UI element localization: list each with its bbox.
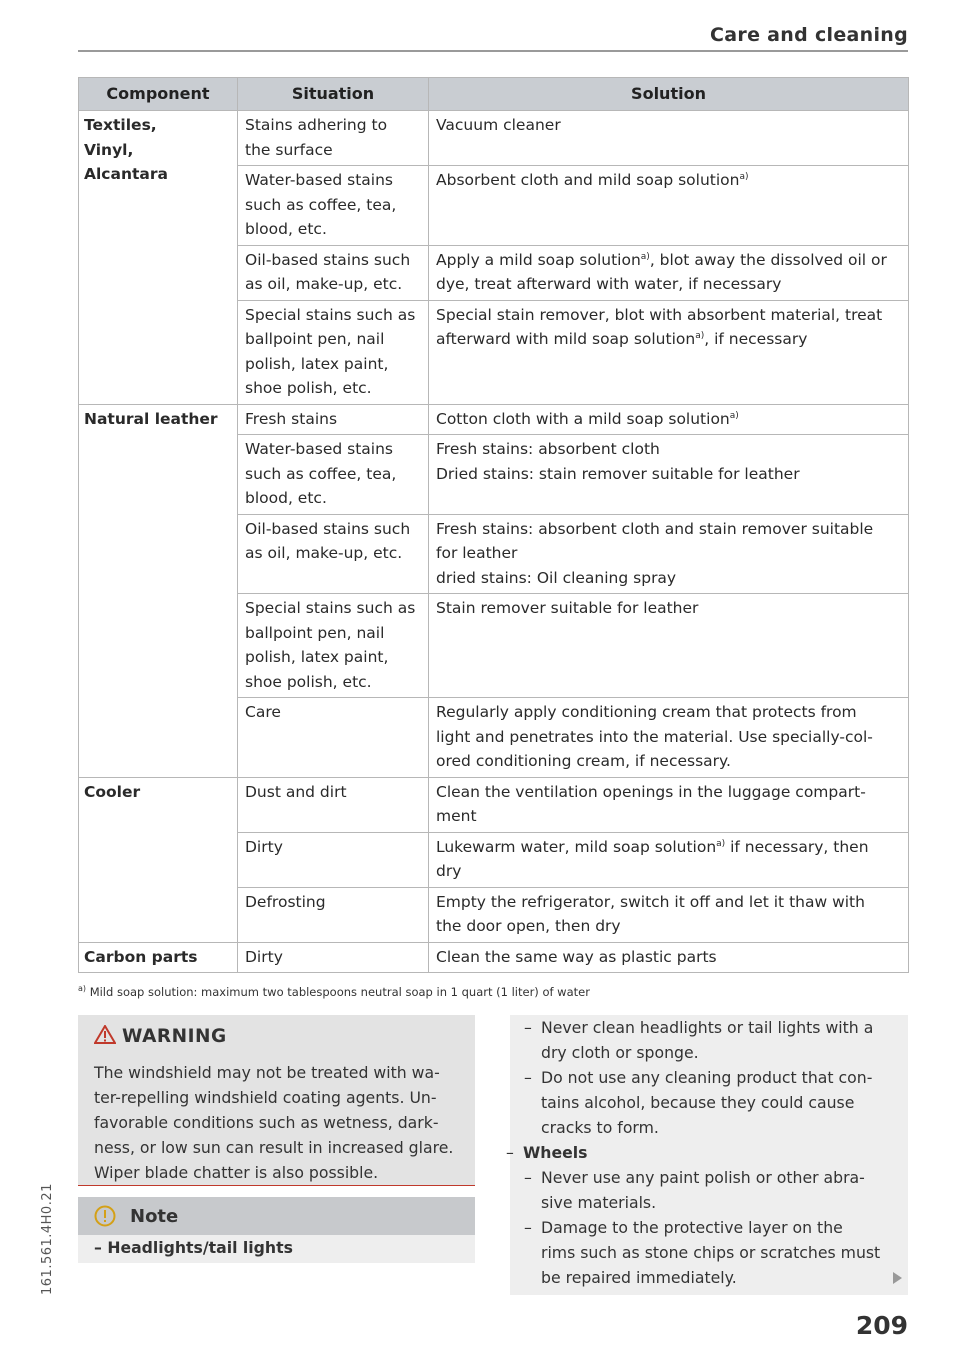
solution-text: , blot away the dissolved oil or dye, treat afterward with water, if necessary bbox=[436, 250, 887, 293]
note-circle-icon bbox=[94, 1205, 116, 1227]
dash: – bbox=[524, 1068, 532, 1087]
footnote-ref: a) bbox=[640, 251, 650, 262]
solution-cell bbox=[429, 166, 909, 246]
header-divider bbox=[78, 50, 908, 52]
situation-cell: Oil-based stains such as oil, make-up, etc. bbox=[238, 514, 429, 594]
page-number: 209 bbox=[855, 1311, 908, 1340]
solution-text: Lukewarm water, mild soap solution bbox=[436, 837, 717, 856]
footnote-ref: a) bbox=[695, 330, 705, 341]
note-item-text: Never clean headlights or tail lights with a dry cloth or sponge. bbox=[541, 1018, 874, 1062]
solution-cell bbox=[429, 887, 909, 942]
solution-text: Fresh stains: absorbent cloth and stain remover suitable for leather dried stains: Oil cleaning spray bbox=[436, 519, 874, 587]
footnote-ref: a) bbox=[729, 410, 739, 421]
note-box bbox=[78, 1197, 475, 1263]
warning-line: Wiper blade chatter is also possible. bbox=[94, 1163, 379, 1182]
solution-cell bbox=[429, 245, 909, 300]
note-item-text: Damage to the protective layer on the rims such as stone chips or scratches must be repaired immediately. bbox=[541, 1218, 881, 1287]
footnote-ref: a) bbox=[716, 838, 726, 849]
component-cell: Cooler bbox=[79, 777, 238, 942]
note-list-item bbox=[524, 1065, 896, 1140]
note-list-item bbox=[524, 1015, 896, 1065]
situation-cell: Water-based stains such as coffee, tea, blood, etc. bbox=[238, 435, 429, 515]
footnote-mark: a) bbox=[78, 984, 87, 994]
solution-cell bbox=[429, 404, 909, 435]
situation-cell: Defrosting bbox=[238, 887, 429, 942]
warning-triangle-icon bbox=[94, 1025, 116, 1044]
dash: – bbox=[94, 1238, 108, 1257]
note-list-item bbox=[524, 1165, 896, 1215]
solution-text: Absorbent cloth and mild soap solution bbox=[436, 171, 740, 189]
continue-arrow-icon bbox=[893, 1272, 902, 1284]
solution-cell bbox=[429, 942, 909, 973]
solution-cell bbox=[429, 435, 909, 515]
footnote-text: Mild soap solution: maximum two tablespoons neutral soap in 1 quart (1 liter) of water bbox=[89, 985, 590, 999]
document-code: 161.561.4H0.21 bbox=[40, 1183, 55, 1295]
situation-cell: Dirty bbox=[238, 942, 429, 973]
dash: – bbox=[524, 1218, 532, 1237]
situation-cell: Care bbox=[238, 698, 429, 778]
table-row bbox=[79, 777, 909, 832]
column-header-component: Component bbox=[79, 78, 238, 111]
note-list-item bbox=[524, 1215, 896, 1290]
page-header-title: Care and cleaning bbox=[710, 24, 908, 46]
situation-cell: Fresh stains bbox=[238, 404, 429, 435]
solution-cell bbox=[429, 832, 909, 887]
solution-text: Regularly apply conditioning cream that protects from light and penetrates into the material. Use specially-col- ored conditioning cream, if necessary. bbox=[436, 703, 873, 770]
solution-text: , if necessary bbox=[704, 330, 808, 348]
warning-line: ter-repelling windshield coating agents. Un- bbox=[94, 1088, 437, 1107]
table-body bbox=[79, 111, 909, 973]
note-item-text: Never use any paint polish or other abra- sive materials. bbox=[541, 1168, 865, 1212]
table-header-row bbox=[79, 78, 909, 111]
footnote bbox=[78, 985, 590, 999]
warning-heading bbox=[94, 1025, 227, 1047]
note-item-label: Headlights/tail lights bbox=[107, 1238, 293, 1257]
component-cell: Carbon parts bbox=[79, 942, 238, 973]
note-heading bbox=[78, 1197, 475, 1235]
situation-cell: Stains adhering to the surface bbox=[238, 111, 429, 166]
component-cell: Natural leather bbox=[79, 404, 238, 777]
situation-cell: Dirty bbox=[238, 832, 429, 887]
note-title: Note bbox=[130, 1206, 179, 1227]
dash: – bbox=[524, 1168, 532, 1187]
situation-cell: Oil-based stains such as oil, make-up, etc. bbox=[238, 245, 429, 300]
warning-line: ness, or low sun can result in increased glare. bbox=[94, 1138, 454, 1157]
warning-text bbox=[94, 1060, 466, 1185]
solution-text: Clean the same way as plastic parts bbox=[436, 947, 717, 966]
solution-text: Cotton cloth with a mild soap solution bbox=[436, 409, 730, 428]
column-header-situation: Situation bbox=[238, 78, 429, 111]
table-row bbox=[79, 404, 909, 435]
column-header-solution: Solution bbox=[429, 78, 909, 111]
wheels-label: Wheels bbox=[523, 1143, 588, 1162]
note-item-headlights bbox=[94, 1238, 293, 1257]
solution-text: Apply a mild soap solution bbox=[436, 250, 641, 269]
solution-text: Empty the refrigerator, switch it off and let it thaw with the door open, then dry bbox=[436, 892, 865, 935]
solution-text: if necessary, then dry bbox=[436, 837, 869, 880]
table-row bbox=[79, 111, 909, 166]
solution-cell bbox=[429, 111, 909, 166]
solution-text: Vacuum cleaner bbox=[436, 116, 561, 134]
note-item-text: Do not use any cleaning product that con- tains alcohol, because they could cause cracks to form. bbox=[541, 1068, 873, 1137]
solution-cell bbox=[429, 698, 909, 778]
situation-cell: Dust and dirt bbox=[238, 777, 429, 832]
warning-line: The windshield may not be treated with wa- bbox=[94, 1063, 440, 1082]
solution-cell bbox=[429, 594, 909, 698]
dash: – bbox=[524, 1018, 532, 1037]
situation-cell: Water-based stains such as coffee, tea, blood, etc. bbox=[238, 166, 429, 246]
solution-cell bbox=[429, 514, 909, 594]
footnote-ref: a) bbox=[739, 171, 749, 182]
warning-title: WARNING bbox=[122, 1026, 227, 1047]
warning-box bbox=[78, 1015, 475, 1186]
solution-text: Fresh stains: absorbent cloth Dried stains: stain remover suitable for leather bbox=[436, 440, 800, 483]
warning-line: favorable conditions such as wetness, dark- bbox=[94, 1113, 439, 1132]
solution-cell bbox=[429, 777, 909, 832]
table-row bbox=[79, 942, 909, 973]
care-table bbox=[78, 77, 909, 973]
solution-cell bbox=[429, 300, 909, 404]
solution-text: Clean the ventilation openings in the luggage compart- ment bbox=[436, 782, 866, 825]
situation-cell: Special stains such as ballpoint pen, nail polish, latex paint, shoe polish, etc. bbox=[238, 594, 429, 698]
solution-text: Stain remover suitable for leather bbox=[436, 599, 699, 617]
note-subheading bbox=[506, 1140, 896, 1165]
component-cell: Textiles, Vinyl, Alcantara bbox=[79, 111, 238, 405]
dash: – bbox=[506, 1143, 514, 1162]
solution-text: Special stain remover, blot with absorbent material, treat afterward with mild soap solution bbox=[436, 305, 883, 348]
situation-cell: Special stains such as ballpoint pen, nail polish, latex paint, shoe polish, etc. bbox=[238, 300, 429, 404]
